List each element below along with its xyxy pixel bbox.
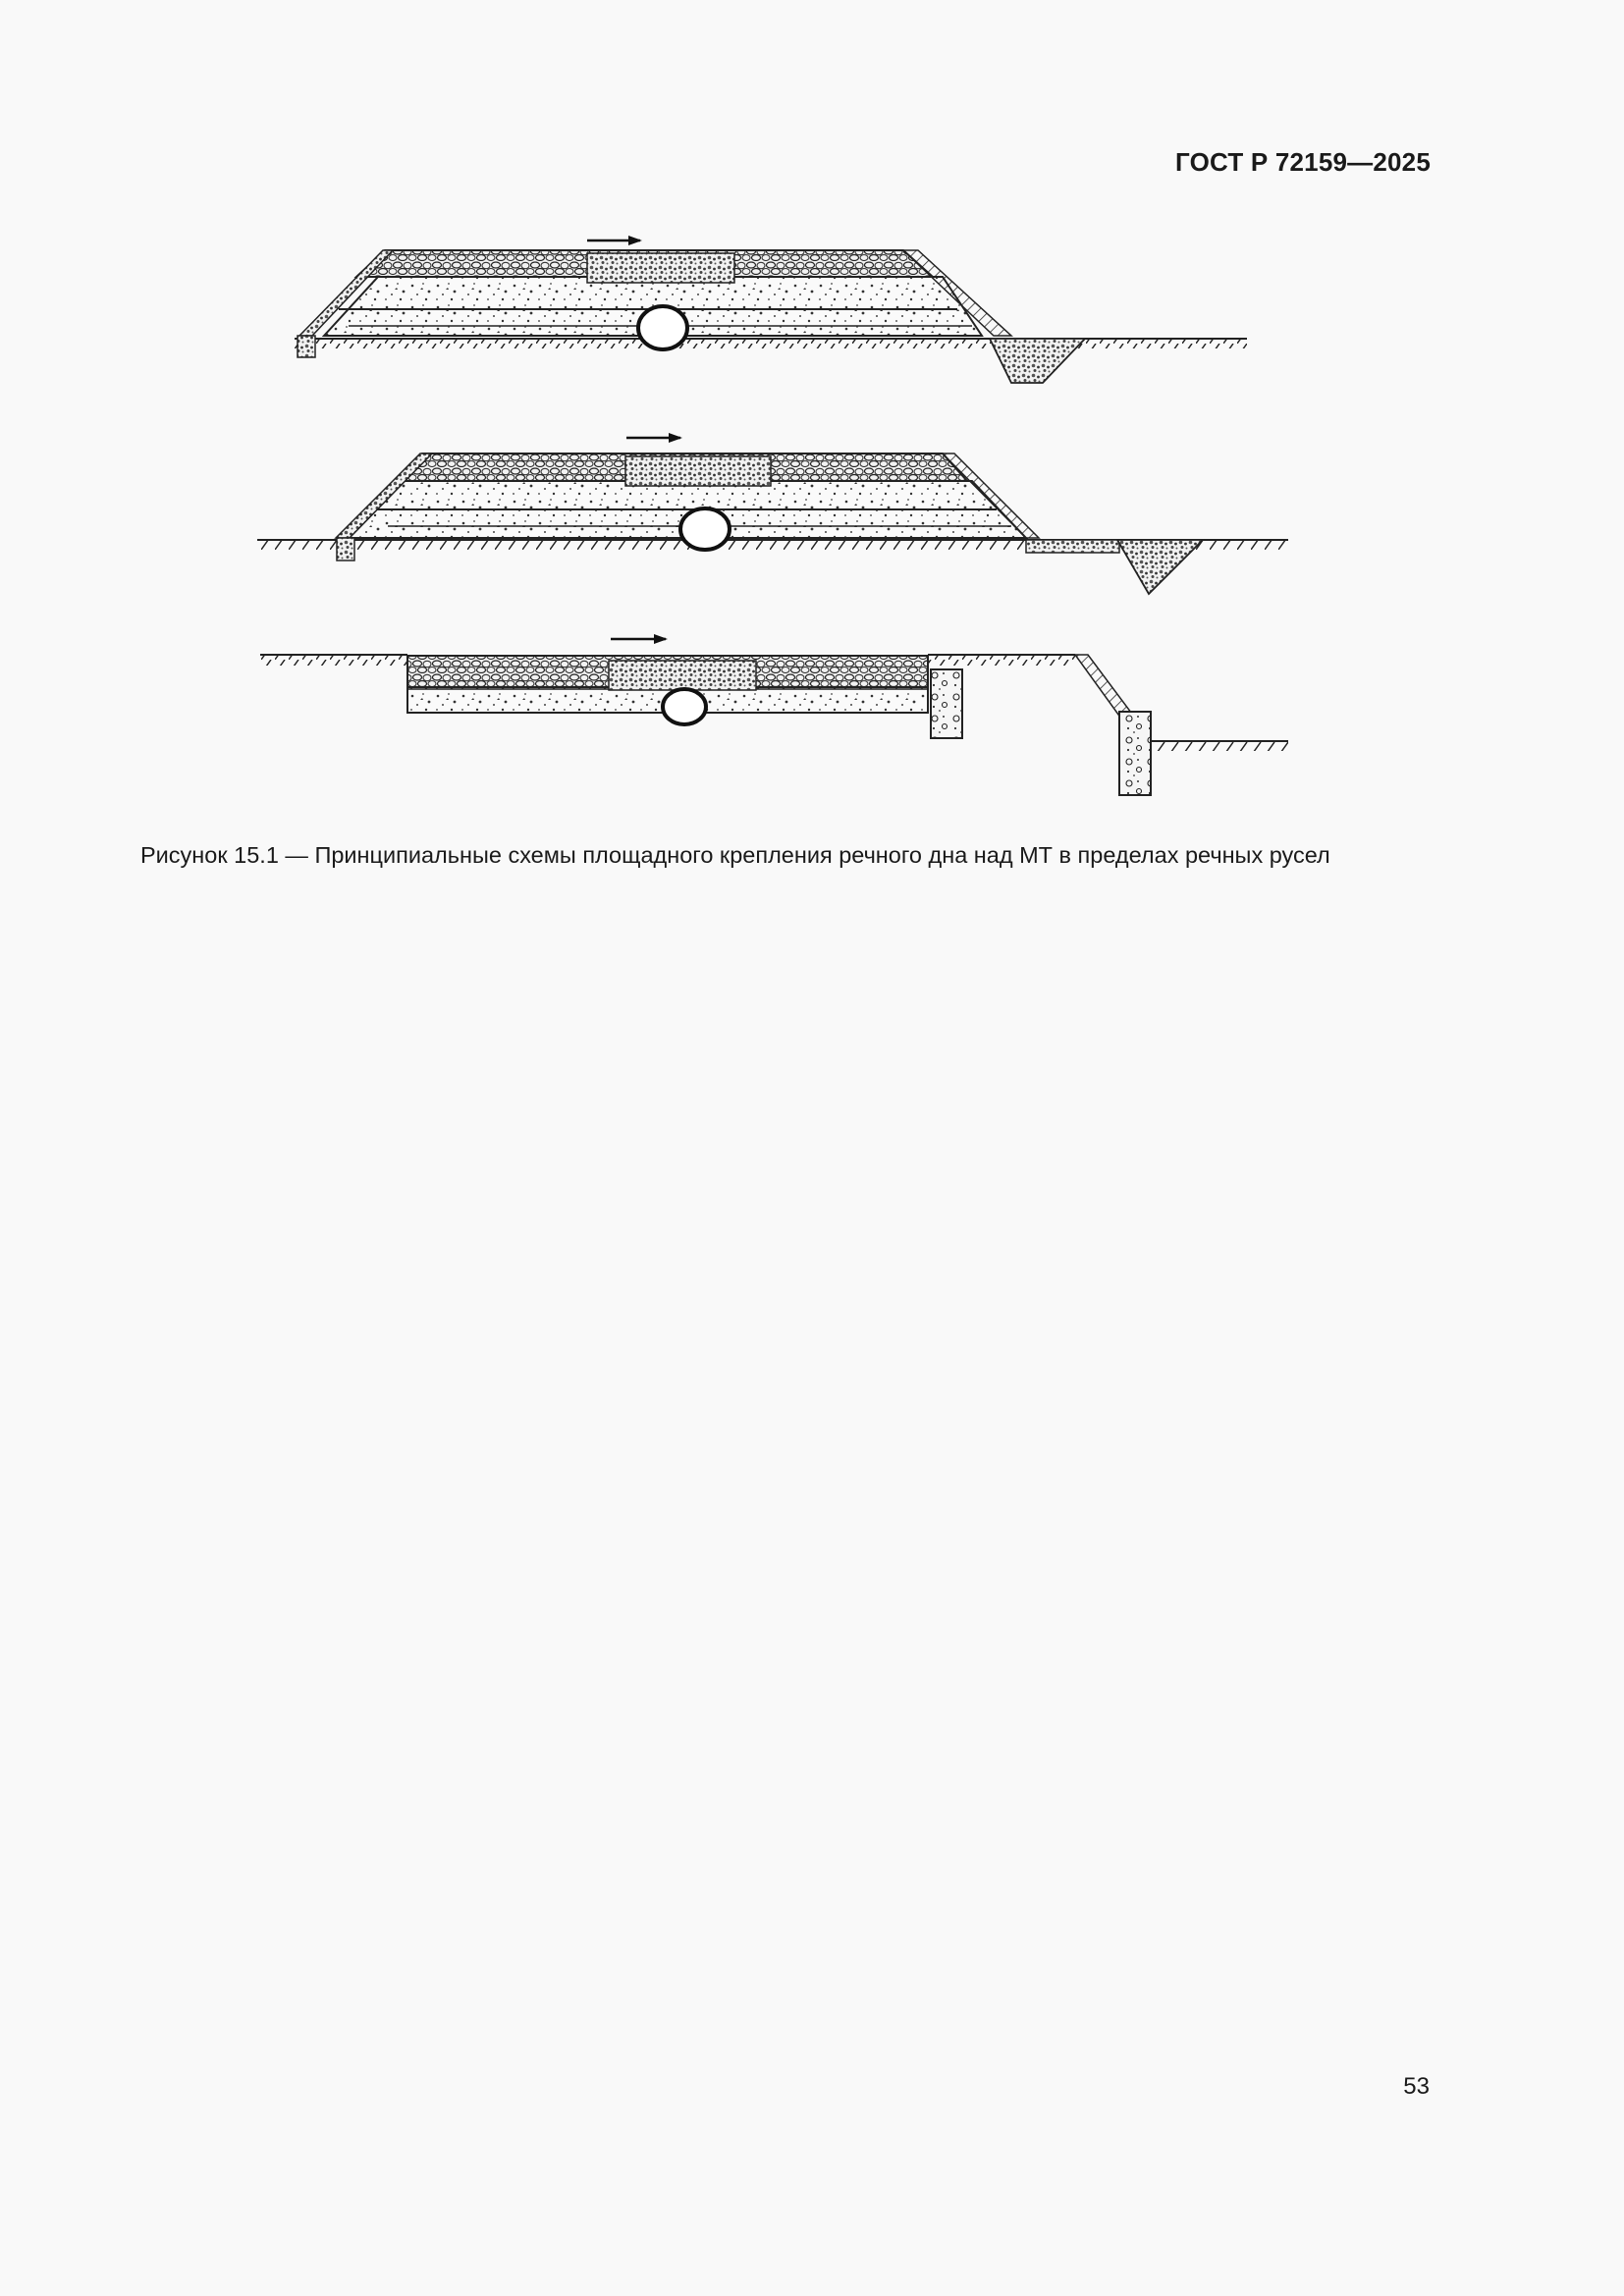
standard-code: ГОСТ Р 72159—2025 <box>1175 147 1431 177</box>
scheme-1 <box>295 240 1247 383</box>
scheme-3 <box>260 639 1288 795</box>
scheme-2 <box>257 438 1288 594</box>
page-number: 53 <box>1403 2073 1430 2100</box>
figure-caption: Рисунок 15.1 — Принципиальные схемы площадного крепления речного дна над МТ в пределах речных русел <box>140 842 1330 868</box>
figure-schemes <box>0 0 1624 825</box>
